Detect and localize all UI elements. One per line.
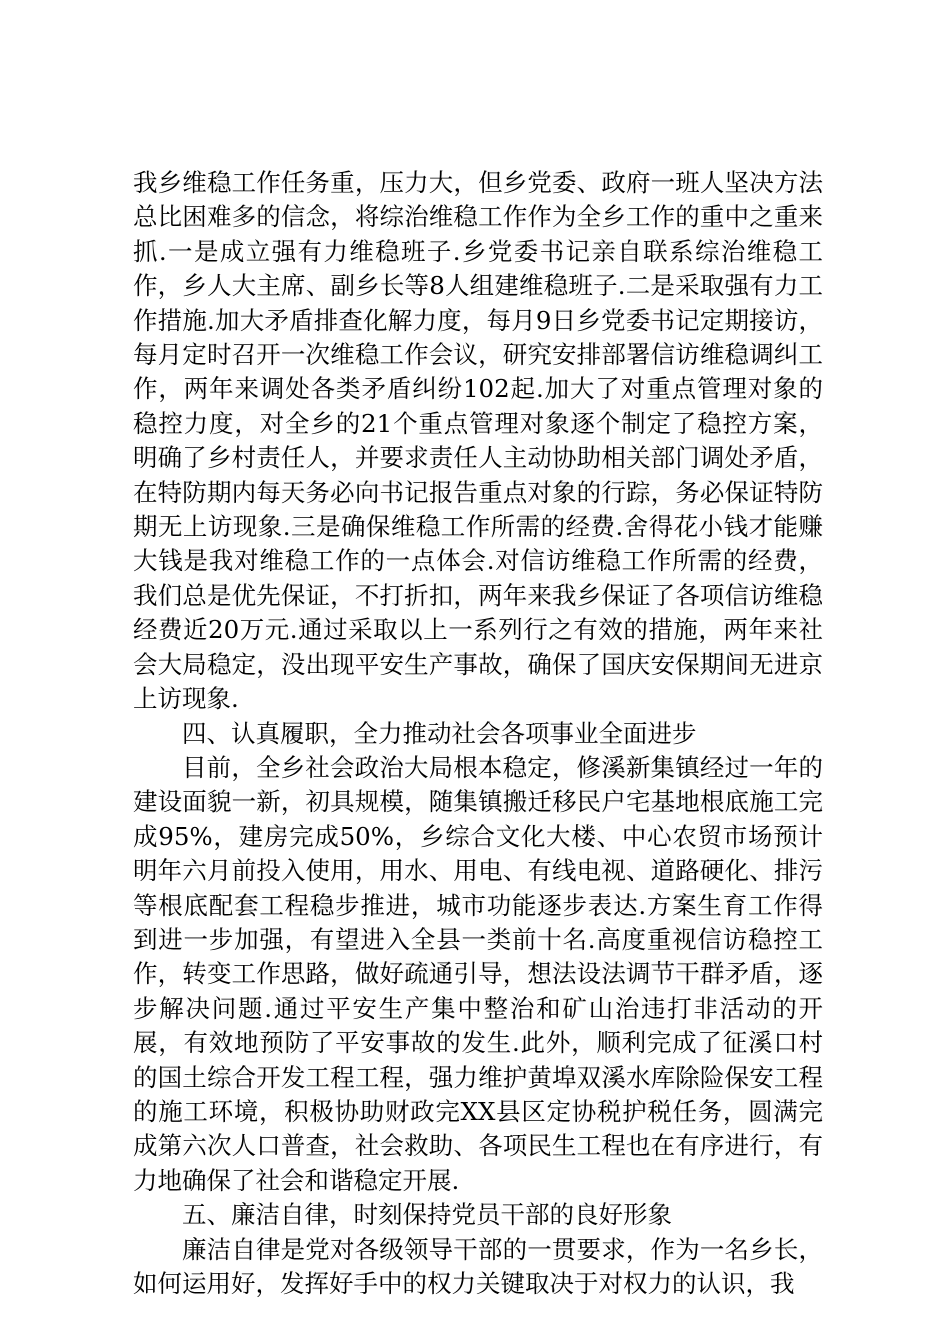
section-heading-five: 五、廉洁自律，时刻保持党员干部的良好形象 <box>182 1200 672 1230</box>
paragraph-stability-work: 我乡维稳工作任务重，压力大，但乡党委、政府一班人坚决方法总比困难多的信念，将综治维稳工作作为全乡工作的重中之重来抓.一是成立强有力维稳班子.乡党委书记亲自联系综治维稳工作，乡人大主席、副乡长等8人组建维稳班子.二是采取强有力工作措施.加大矛盾排查化解力度，每月9日乡党委书记定期接访，每月定时召开一次维稳工作会议，研究安排部署信访维稳调纠工作，两年来调处各类矛盾纠纷102起.加大了对重点管理对象的稳控力度，对全乡的21个重点管理对象逐个制定了稳控方案，明确了乡村责任人，并要求责任人主动协助相关部门调处矛盾，在特防期内每天务必向书记报告重点对象的行踪，务必保证特防期无上访现象.三是确保维稳工作所需的经费.舍得花小钱才能赚大钱是我对维稳工作的一点体会.对信访维稳工作所需的经费，我们总是优先保证，不打折扣，两年来我乡保证了各项信访维稳经费近20万元.通过采取以上一系列行之有效的措施，两年来社会大局稳定，没出现平安生产事故，确保了国庆安保期间无进京上访现象. <box>133 168 823 714</box>
paragraph-social-progress: 目前，全乡社会政治大局根本稳定，修溪新集镇经过一年的建设面貌一新，初具规模，随集镇搬迁移民户宅基地根底施工完成95%，建房完成50%，乡综合文化大楼、中心农贸市场预计明年六月前投入使用，用水、用电、有线电视、道路硬化、排污等根底配套工程稳步推进，城市功能逐步表达.方案生育工作得到进一步加强，有望进入全县一类前十名.高度重视信访稳控工作，转变工作思路，做好疏通引导，想法设法调节干群矛盾，逐步解决问题.通过平安生产集中整治和矿山治违打非活动的开展，有效地预防了平安事故的发生.此外，顺利完成了征溪口村的国土综合开发工程工程，强力维护黄埠双溪水库除险保安工程的施工环境，积极协助财政完XX县区定协税护税任务，圆满完成第六次人口普查，社会救助、各项民生工程也在有序进行，有力地确保了社会和谐稳定开展. <box>133 752 823 1195</box>
paragraph-integrity: 廉洁自律是党对各级领导干部的一贯要求，作为一名乡长，如何运用好，发挥好手中的权力关键取决于对权力的认识，我 <box>133 1234 823 1298</box>
document-page <box>133 166 823 1301</box>
section-heading-four: 四、认真履职，全力推动社会各项事业全面进步 <box>182 718 697 748</box>
